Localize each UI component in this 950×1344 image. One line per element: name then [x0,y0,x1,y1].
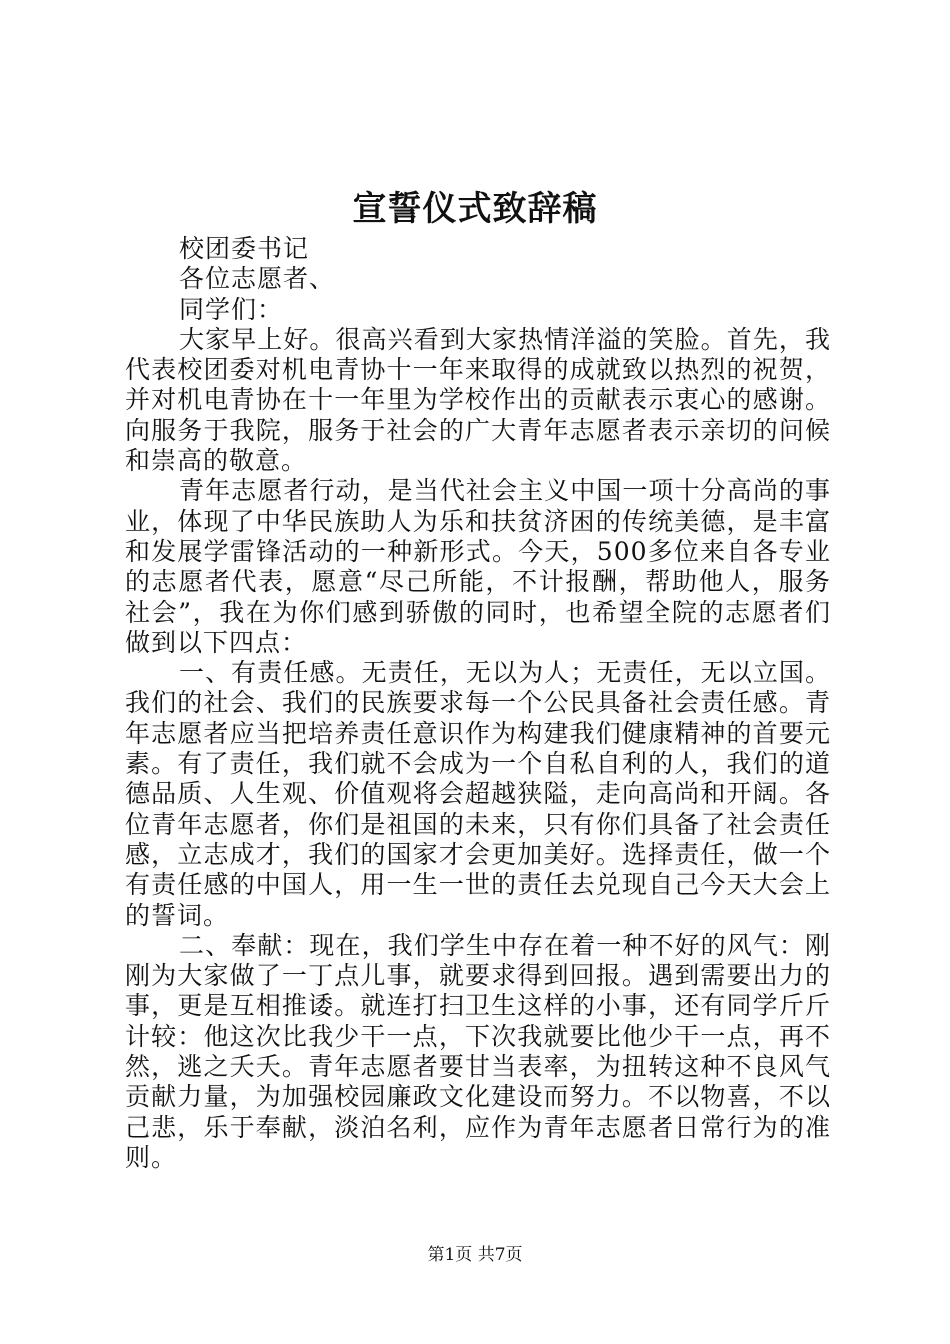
document-title: 宣誓仪式致辞稿 [352,189,598,229]
salutation-line: 同学们： [179,294,284,324]
body-paragraph: 一、有责任感。无责任，无以为人；无责任，无以立国。我们的社会、我们的民族要求每一个公民具备社会责任感。青年志愿者应当把培养责任意识作为构建我们健康精神的首要元素。有了责任，我们就不会成为一个自私自利的人，我们的道德品质、人生观、价值观将会超越狭隘，走向高尚和开阔。各位青年志愿者，你们是祖国的未来，只有你们具备了社会责任感，立志成才，我们的国家才会更加美好。选择责任，做一个有责任感的中国人，用一生一世的责任去兑现自己今天大会上的誓词。 [125,658,831,930]
body-paragraph: 大家早上好。很高兴看到大家热情洋溢的笑脸。首先，我代表校团委对机电青协十一年来取得的成就致以热烈的祝贺，并对机电青协在十一年里为学校作出的贡献表示衷心的感谢。向服务于我院，服务于社会的广大青年志愿者表示亲切的问候和崇高的敬意。 [125,324,831,476]
body-paragraph: 二、奉献：现在，我们学生中存在着一种不好的风气：刚刚为大家做了一丁点儿事，就要求得到回报。遇到需要出力的事，更是互相推诿。就连打扫卫生这样的小事，还有同学斤斤计较：他这次比我少干一点，下次我就要比他少干一点，再不然，逃之夭夭。青年志愿者要甘当表率，为扭转这种不良风气贡献力量，为加强校园廉政文化建设而努力。不以物喜，不以己悲，乐于奉献，淡泊名利，应作为青年志愿者日常行为的准则。 [125,930,831,1172]
salutation-line: 校团委书记 [179,234,310,263]
salutation-line: 各位志愿者、 [179,264,336,294]
document-body [125,234,831,1173]
page-number-footer: 第1页 共7页 [427,1245,523,1265]
body-paragraph: 青年志愿者行动，是当代社会主义中国一项十分高尚的事业，体现了中华民族助人为乐和扶贫济困的传统美德，是丰富和发展学雷锋活动的一种新形式。今天，500多位来自各专业的志愿者代表，愿意“尽己所能，不计报酬，帮助他人，服务社会”，我在为你们感到骄傲的同时，也希望全院的志愿者们做到以下四点： [125,476,831,657]
